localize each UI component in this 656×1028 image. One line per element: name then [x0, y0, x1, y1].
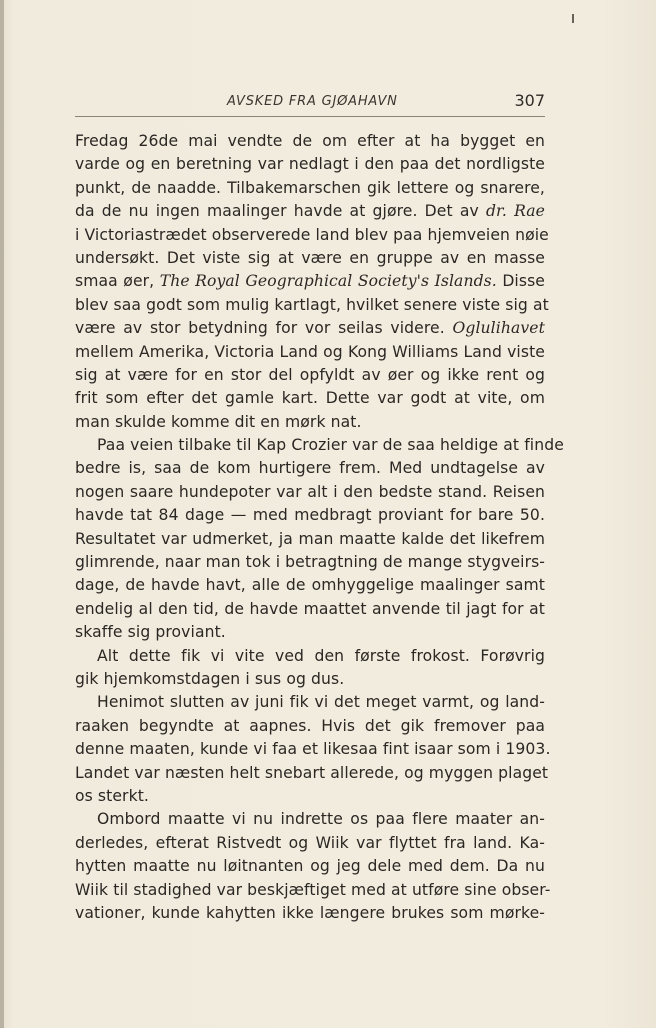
text-line [75, 317, 545, 340]
text-line [75, 715, 545, 738]
print-mark [572, 14, 574, 23]
text-line [75, 224, 549, 247]
text-line [75, 411, 545, 434]
text-line [75, 200, 545, 223]
text-line [75, 668, 545, 691]
text-line [75, 270, 545, 293]
text-run: smaa øer, [75, 272, 160, 291]
text-run: mellem Amerika, Victoria Land og Kong Williams Land viste [75, 342, 545, 361]
text-line [75, 387, 545, 410]
text-run: varde og en beretning var nedlagt i den paa det nordligste [75, 155, 545, 174]
text-run: nogen saare hundepoter var alt i den bedste stand. Reisen [75, 482, 545, 501]
text-line [75, 785, 545, 808]
page-binding-edge [0, 0, 4, 1028]
text-run: være av stor betydning for vor seilas videre. [75, 319, 453, 338]
text-line [75, 294, 549, 317]
text-run: havde tat 84 dage — med medbragt proviant for bare 50. [75, 506, 545, 525]
text-run: sig at være for en stor del opfyldt av øer og ikke rent og [75, 365, 545, 384]
text-run: blev saa godt som mulig kartlagt, hvilket senere viste sig at [75, 295, 549, 314]
text-run: bedre is, saa de kom hurtigere frem. Med undtagelse av [75, 459, 545, 478]
text-line [75, 341, 545, 364]
text-line [75, 364, 545, 387]
text-run: skaffe sig proviant. [75, 623, 226, 642]
text-line [75, 177, 545, 200]
text-run: punkt, de naadde. Tilbakemarschen gik lettere og snarere, [75, 178, 545, 197]
text-line [75, 855, 545, 878]
italic-text-run: The Royal Geographical Society's Islands. [159, 272, 497, 291]
italic-text-run: Oglulihavet [452, 319, 545, 338]
text-run: man skulde komme dit en mørk nat. [75, 412, 362, 431]
italic-text-run: dr. Rae [485, 202, 545, 221]
text-line [75, 832, 545, 855]
text-run: Paa veien tilbake til Kap Crozier var de saa heldige at finde [97, 436, 564, 455]
text-line [75, 879, 551, 902]
text-line [75, 153, 545, 176]
text-run: Alt dette fik vi vite ved den første frokost. Forøvrig [97, 646, 545, 665]
text-line [75, 808, 545, 831]
body-text [75, 130, 564, 925]
text-line [75, 434, 564, 457]
text-line [75, 481, 545, 504]
text-line [75, 621, 545, 644]
text-run: dage, de havde havt, alle de omhyggelige maalinger samt [75, 576, 545, 595]
text-line [75, 504, 545, 527]
text-run: da de nu ingen maalinger havde at gjøre. Det av [75, 202, 486, 221]
text-run: endelig al den tid, de havde maattet anvende til jagt for at [75, 599, 545, 618]
text-run: Resultatet var udmerket, ja man maatte kalde det likefrem [75, 529, 545, 548]
text-run: frit som efter det gamle kart. Dette var godt at vite, om [75, 389, 545, 408]
text-run: derledes, efterat Ristvedt og Wiik var flyttet fra land. Ka- [75, 833, 545, 852]
page-header [75, 92, 545, 118]
text-run: os sterkt. [75, 786, 149, 805]
text-line [75, 457, 545, 480]
text-run: undersøkt. Det viste sig at være en gruppe av en masse [75, 248, 545, 267]
text-run: denne maaten, kunde vi faa et likesaa fint isaar som i 1903. [75, 740, 551, 759]
text-run: hytten maatte nu løitnanten og jeg dele med dem. Da nu [75, 857, 545, 876]
text-line [75, 598, 545, 621]
page-number: 307 [514, 91, 545, 110]
text-run: vationer, kunde kahytten ikke længere brukes som mørke- [75, 903, 545, 922]
text-run: i Victoriastrædet observerede land blev paa hjemveien nøie [75, 225, 549, 244]
text-run: gik hjemkomstdagen i sus og dus. [75, 669, 345, 688]
text-line [75, 645, 545, 668]
text-line [75, 691, 545, 714]
text-run: Disse [496, 272, 546, 291]
text-line [75, 574, 545, 597]
text-line [75, 247, 545, 270]
text-run: Fredag 26de mai vendte de om efter at ha bygget en [75, 132, 545, 150]
text-line [75, 762, 549, 785]
text-line [75, 130, 545, 153]
text-line [75, 528, 545, 551]
text-run: raaken begyndte at aapnes. Hvis det gik fremover paa [75, 716, 545, 735]
text-run: Henimot slutten av juni fik vi det meget varmt, og land- [97, 693, 545, 712]
text-run: Ombord maatte vi nu indrette os paa flere maater an- [97, 810, 545, 829]
text-run: glimrende, naar man tok i betragtning de mange stygveirs- [75, 553, 546, 572]
text-line [75, 902, 545, 925]
text-line [75, 551, 545, 574]
text-run: Wiik til stadighed var beskjæftiget med at utføre sine obser- [75, 880, 551, 899]
running-title: AVSKED FRA GJØAHAVN [227, 94, 398, 109]
header-rule [75, 116, 545, 117]
text-line [75, 738, 551, 761]
text-run: Landet var næsten helt snebart allerede, og myggen plaget [75, 763, 549, 782]
